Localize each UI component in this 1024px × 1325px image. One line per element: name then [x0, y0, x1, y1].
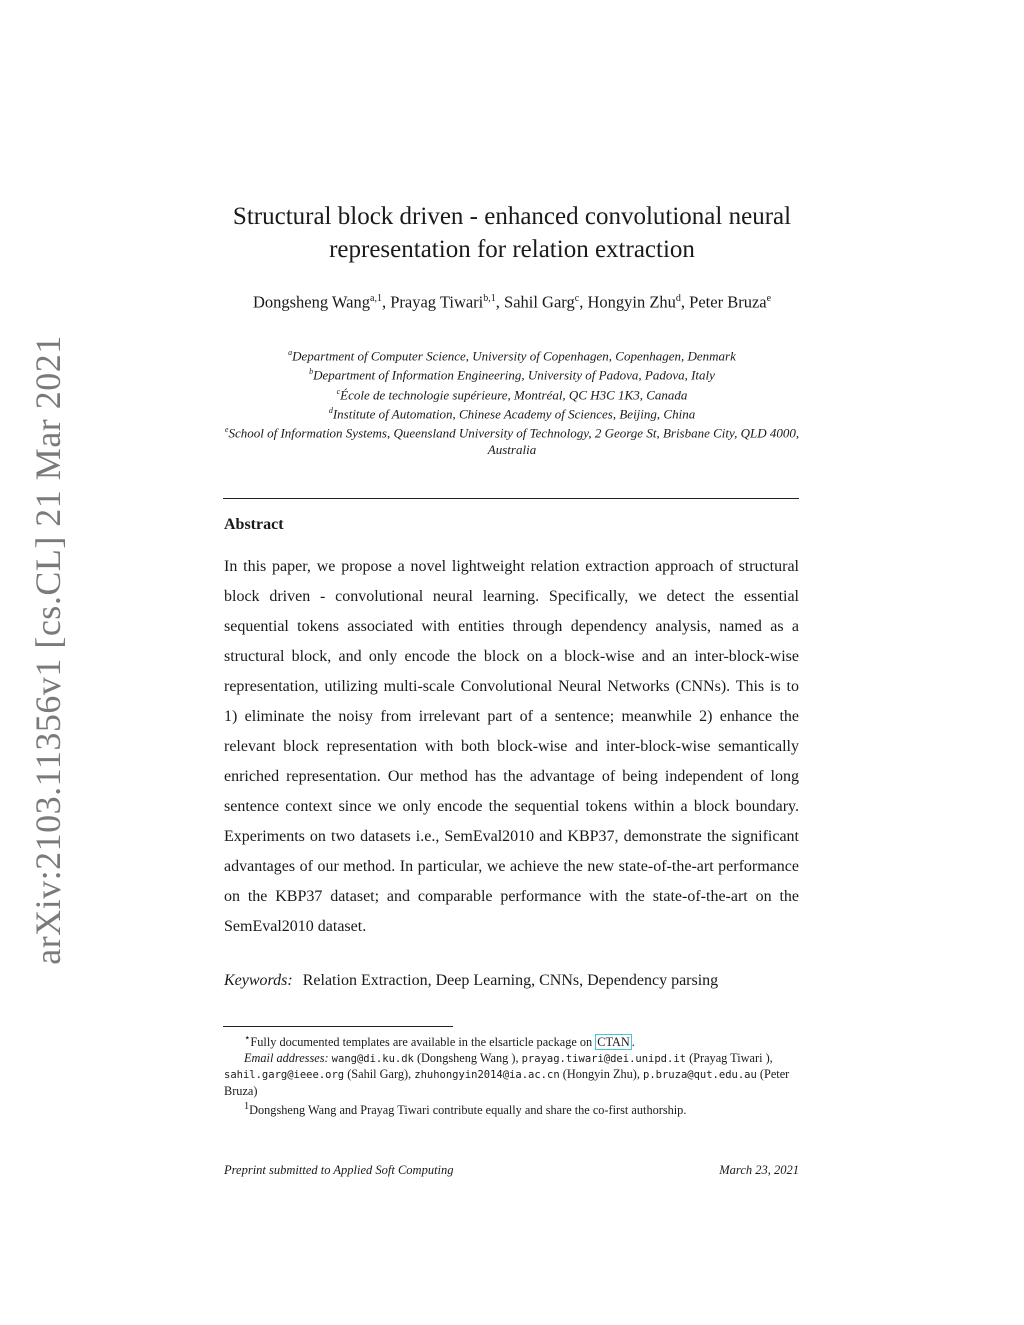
- footnote-number: 1: [244, 1101, 250, 1113]
- affiliation-text: Department of Information Engineering, University of Padova, Padova, Italy: [313, 367, 715, 383]
- arxiv-margin-stamp: [24, 335, 72, 965]
- footnote-equal-text: Dongsheng Wang and Prayag Tiwari contribute equally and share the co-first authorship.: [249, 1103, 687, 1118]
- affiliation-text: Institute of Automation, Chinese Academy of Sciences, Beijing, China: [332, 406, 696, 422]
- affiliation-item: [215, 403, 809, 422]
- email-address: sahil.garg@ieee.org: [224, 1069, 345, 1082]
- email-owner: (Prayag Tiwari ): [689, 1050, 770, 1065]
- title-line-1: Structural block driven - enhanced convolutional neural: [232, 203, 792, 230]
- author-name: Peter Bruza: [689, 292, 767, 312]
- footnote-divider: [223, 1026, 453, 1027]
- affiliation-text: École de technologie supérieure, Montréal, QC H3C 1K3, Canada: [340, 386, 688, 402]
- affiliation-mark: c: [336, 386, 341, 396]
- affiliation-mark: d: [328, 405, 333, 415]
- email-owner: (Peter Bruza): [224, 1067, 790, 1098]
- footnote-star-mark: ⋆: [244, 1033, 251, 1044]
- keywords-text: Relation Extraction, Deep Learning, CNNs, Dependency parsing: [302, 972, 719, 989]
- footnote-templates: ⋆Fully documented templates are available in the elsarticle package on CTAN .: [244, 1033, 635, 1050]
- header-divider: [223, 498, 799, 499]
- author-name: Hongyin Zhu: [587, 292, 676, 312]
- affiliation-text: Department of Computer Science, University of Copenhagen, Copenhagen, Denmark: [292, 348, 736, 364]
- affiliation-item: [215, 345, 809, 364]
- footnote-equal-contribution: [224, 1099, 800, 1119]
- footnotes: [224, 1031, 800, 1119]
- affiliation-item: [215, 422, 809, 457]
- abstract-body: In this paper, we propose a novel lightweight relation extraction approach of structural block driven - convolutional neural learning. Specifically, we detect the essential sequential tokens associated with entities through dependency analysis, named as a structural block, and only encode the block on a block-wise and an inter-block-wise representation, utilizing multi-scale Convolutional Neural Networks (CNNs). This is to 1) eliminate the noisy from irrelevant part of a sentence; meanwhile 2) enhance the relevant block representation with both block-wise and inter-block-wise semantically enriched representation. Our method has the advantage of being independent of long sentence context since we only encode the sequential tokens within a block boundary. Experiments on two datasets i.e., SemEval2010 and KBP37, demonstrate the significant advantages of our method. In particular, we achieve the new state-of-the-art performance on the KBP37 dataset; and comparable performance with the state-of-the-art on the SemEval2010 dataset.: [224, 558, 799, 935]
- ctan-link[interactable]: CTAN: [597, 1035, 630, 1050]
- title-line-2: representation for relation extraction: [329, 236, 695, 263]
- email-address: prayag.tiwari@dei.unipd.it: [521, 1052, 686, 1065]
- email-address: wang@di.ku.dk: [331, 1052, 414, 1065]
- keywords-line: [224, 972, 718, 990]
- footnote-templates-text: Fully documented templates are available in the elsarticle package on: [250, 1035, 593, 1050]
- footnote-emails: Email addresses: wang@di.ku.dk (Dongsheng Wang ), prayag.tiwari@dei.unipd.it (Prayag Tiwari ), sahil.garg@ieee.org (Sahil Garg), zhuhongyin2014@ia.ac.cn (Hongyin Zhu), p.bruza@qut.edu.au (Peter Bruza): [224, 1050, 790, 1098]
- author-affil-mark: d: [675, 293, 681, 304]
- affiliation-mark: e: [224, 425, 229, 435]
- author-affil-mark: b,1: [483, 293, 496, 304]
- email-owner: (Dongsheng Wang ): [416, 1050, 516, 1065]
- author-list: Dongsheng Wang$^{a,1}$, Prayag Tiwari$^{b,1}$, Sahil Garg$^c$, Hongyin Zhu$^d$, Peter Bruza$^e$: [252, 292, 772, 312]
- email-address: zhuhongyin2014@ia.ac.cn: [414, 1069, 560, 1082]
- email-owner: (Sahil Garg): [347, 1067, 409, 1082]
- affiliation-text: School of Information Systems, Queensland University of Technology, 2 George St, Brisbane City, QLD 4000, Australia: [228, 425, 800, 457]
- author-affil-mark: e: [766, 293, 772, 304]
- email-owner: (Hongyin Zhu): [562, 1067, 637, 1082]
- affiliation-list: [215, 345, 809, 458]
- affiliation-item: [215, 384, 809, 403]
- affiliation-item: [215, 364, 809, 383]
- preprint-date: March 23, 2021: [719, 1163, 799, 1177]
- email-address: p.bruza@qut.edu.au: [643, 1069, 757, 1082]
- author-name: Prayag Tiwari: [390, 292, 484, 312]
- email-label: Email addresses:: [244, 1050, 329, 1065]
- preprint-notice: Preprint submitted to Applied Soft Computing: [224, 1163, 454, 1177]
- author-name: Dongsheng Wang: [252, 292, 371, 312]
- abstract-heading: Abstract: [224, 516, 284, 533]
- affiliation-mark: a: [288, 348, 293, 357]
- affiliation-mark: b: [309, 367, 314, 377]
- keywords-label: Keywords:: [224, 972, 293, 989]
- arxiv-identifier: arXiv:2103.11356v1 [cs.CL] 21 Mar 2021: [28, 335, 68, 965]
- author-name: Sahil Garg: [504, 292, 575, 312]
- author-affil-mark: c: [574, 293, 580, 304]
- paper-title: [210, 200, 814, 266]
- author-affil-mark: a,1: [370, 293, 382, 304]
